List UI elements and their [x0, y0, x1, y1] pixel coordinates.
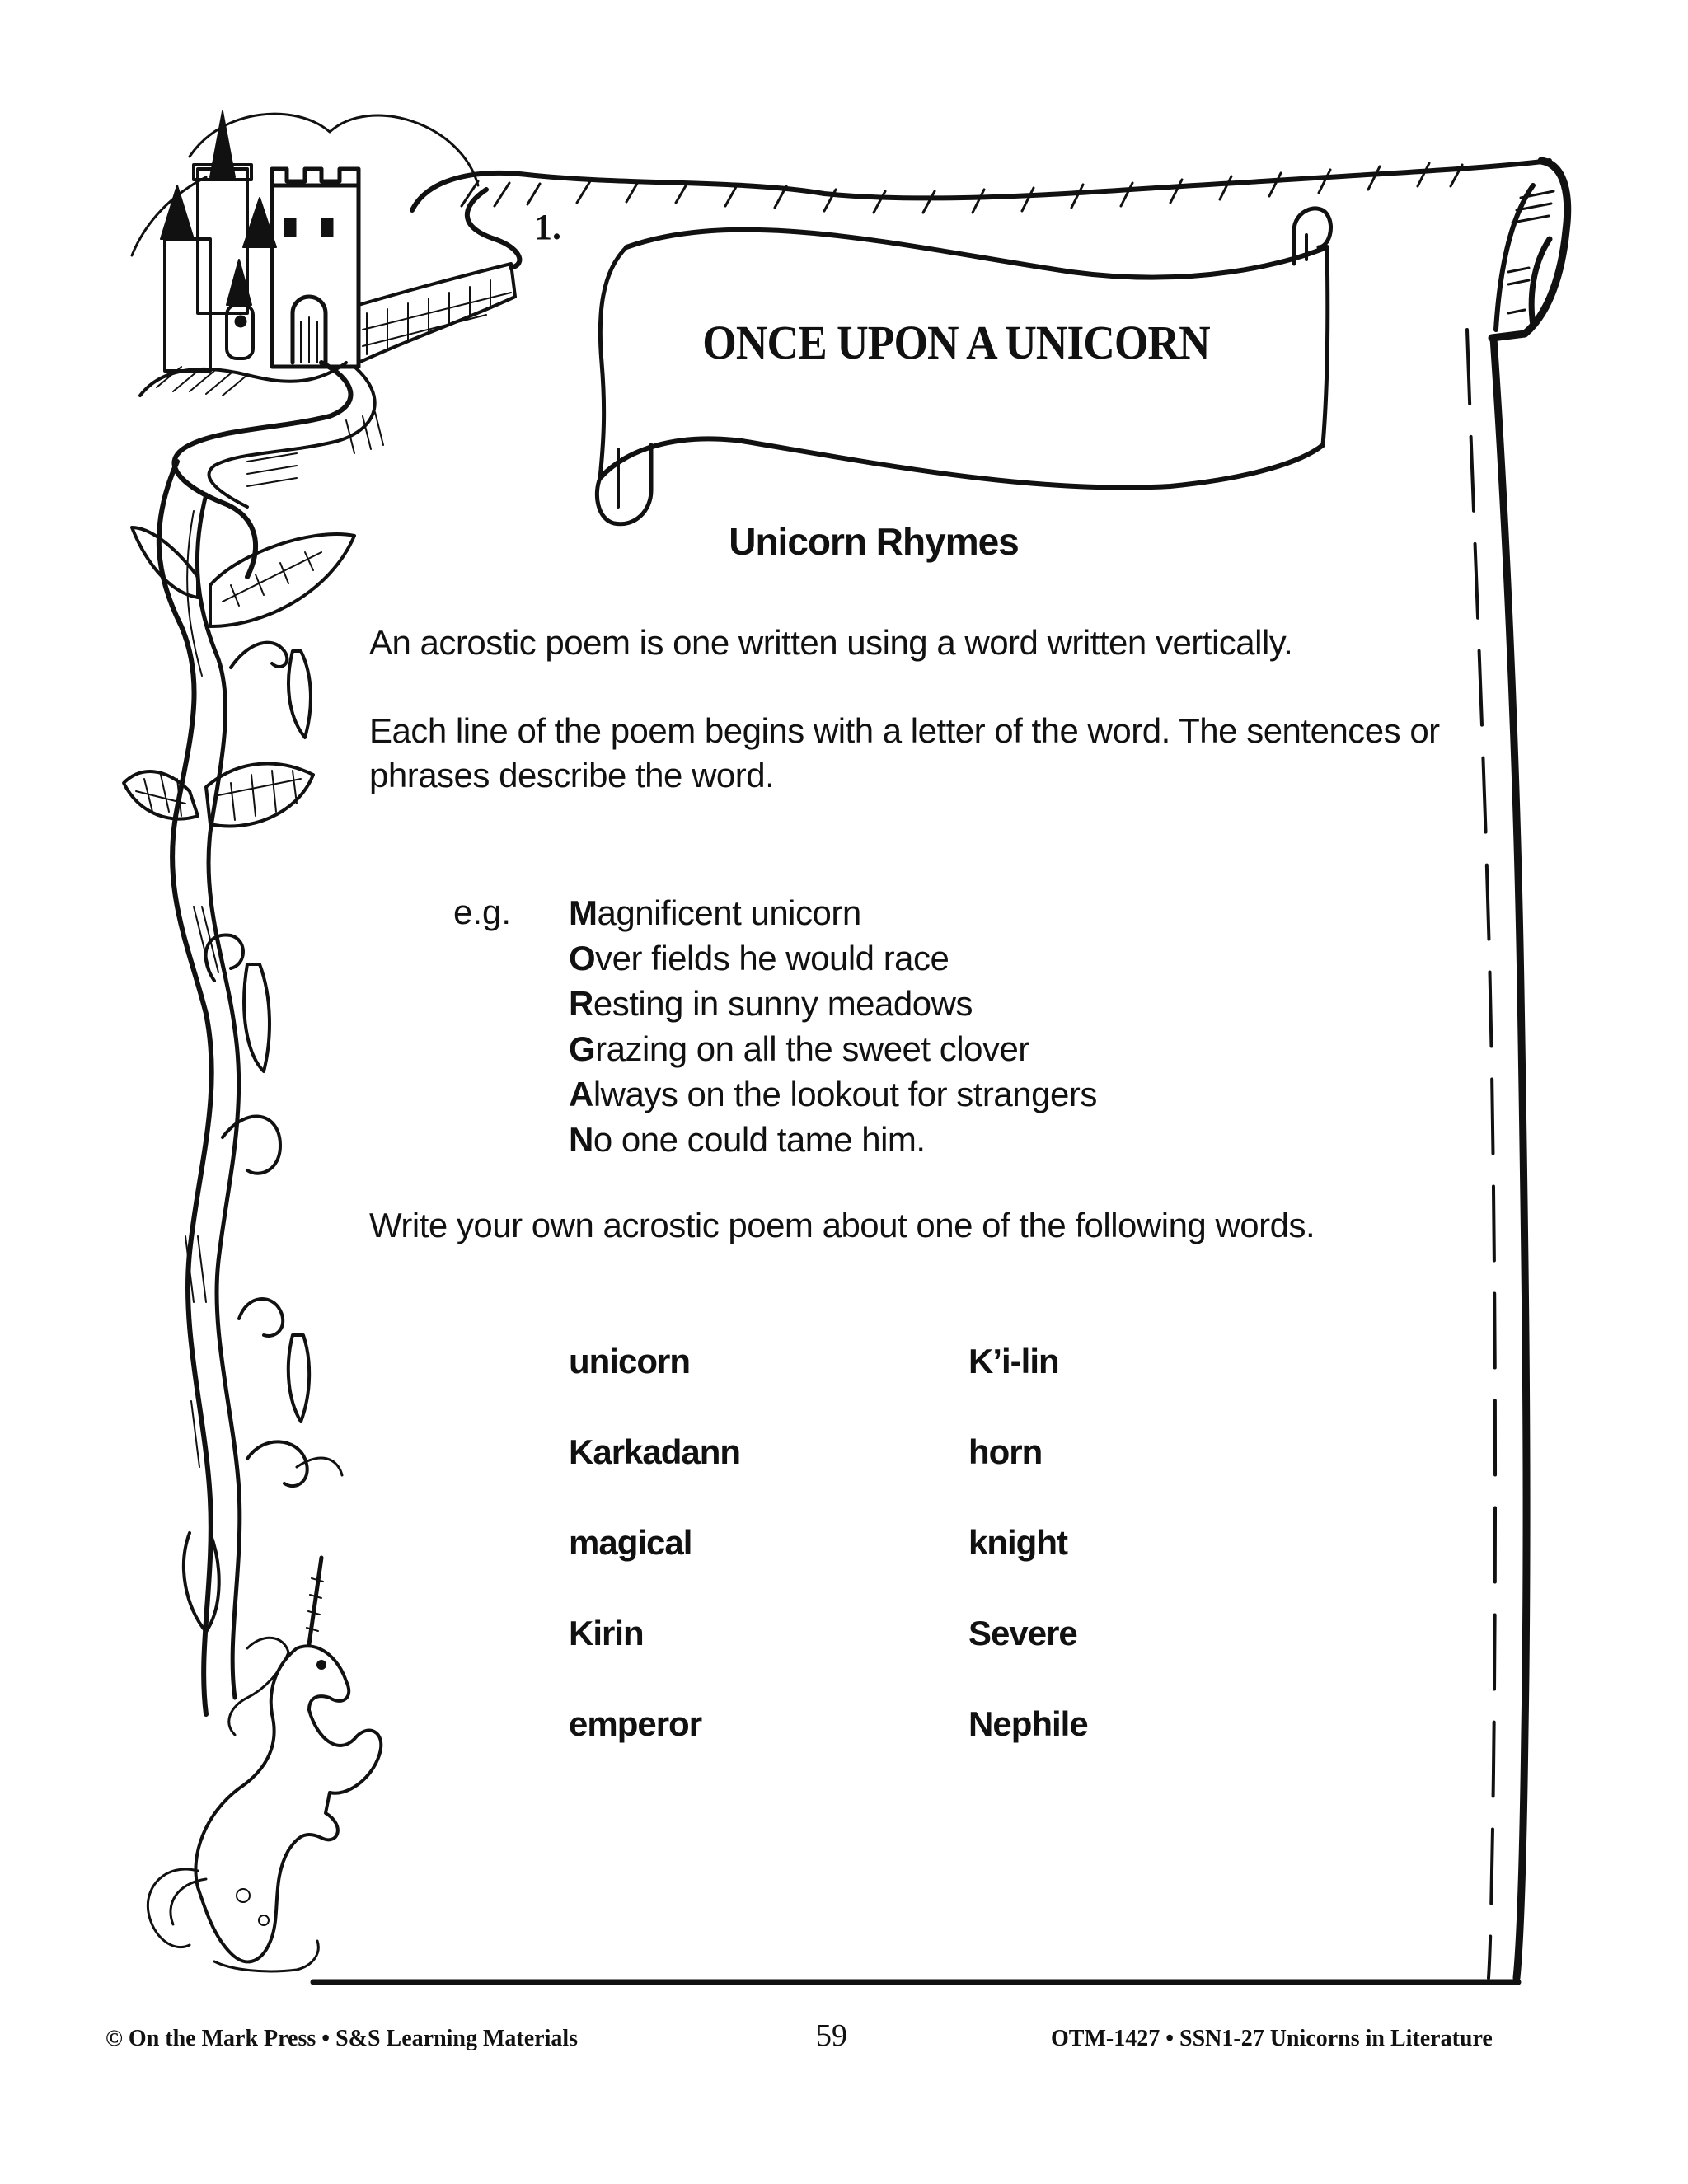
word-row: [569, 1523, 1311, 1614]
footer-product: OTM-1427 • SSN1-27 Unicorns in Literature: [1051, 2026, 1493, 2051]
poem-line: Resting in sunny meadows: [569, 984, 973, 1023]
word-item: magical: [569, 1523, 692, 1562]
word-row: [569, 1342, 1311, 1432]
intro-paragraph-1: An acrostic poem is one written using a word written vertically.: [369, 623, 1293, 662]
poem-line: No one could tame him.: [569, 1120, 926, 1159]
word-item: knight: [968, 1523, 1067, 1562]
word-row: [569, 1704, 1311, 1795]
intro-paragraph-2: Each line of the poem begins with a letter of the word. The sentences or phrases describe the word.: [369, 711, 1440, 794]
word-row: [569, 1432, 1311, 1523]
activity-number: 1.: [534, 207, 561, 247]
poem-line: Always on the lookout for strangers: [569, 1075, 1097, 1113]
word-item: horn: [968, 1432, 1043, 1471]
word-item: unicorn: [569, 1342, 690, 1380]
word-list: [569, 1342, 1311, 1795]
word-item: Nephile: [968, 1704, 1088, 1743]
word-item: Severe: [968, 1614, 1077, 1652]
word-item: emperor: [569, 1704, 702, 1743]
banner-title: ONCE UPON A UNICORN: [702, 316, 1210, 369]
poem-line: Over fields he would race: [569, 939, 950, 977]
unicorn-icon: [148, 1558, 381, 1971]
word-row: [569, 1614, 1311, 1704]
example-poem: [569, 890, 1097, 1162]
poem-line: Magnificent unicorn: [569, 893, 861, 932]
example-label: e.g.: [453, 893, 512, 931]
word-item: K’i-lin: [968, 1342, 1059, 1380]
castle-icon: [132, 111, 515, 396]
word-item: Kirin: [569, 1614, 644, 1652]
word-item: Karkadann: [569, 1432, 741, 1471]
page-number: 59: [816, 2018, 847, 2053]
section-heading: Unicorn Rhymes: [729, 520, 1019, 563]
footer-publisher: © On the Mark Press • S&S Learning Materials: [106, 2026, 579, 2051]
instruction-text: Write your own acrostic poem about one of the following words.: [369, 1206, 1315, 1244]
poem-line: Grazing on all the sweet clover: [569, 1029, 1029, 1068]
beanstalk-icon: [124, 462, 354, 1714]
